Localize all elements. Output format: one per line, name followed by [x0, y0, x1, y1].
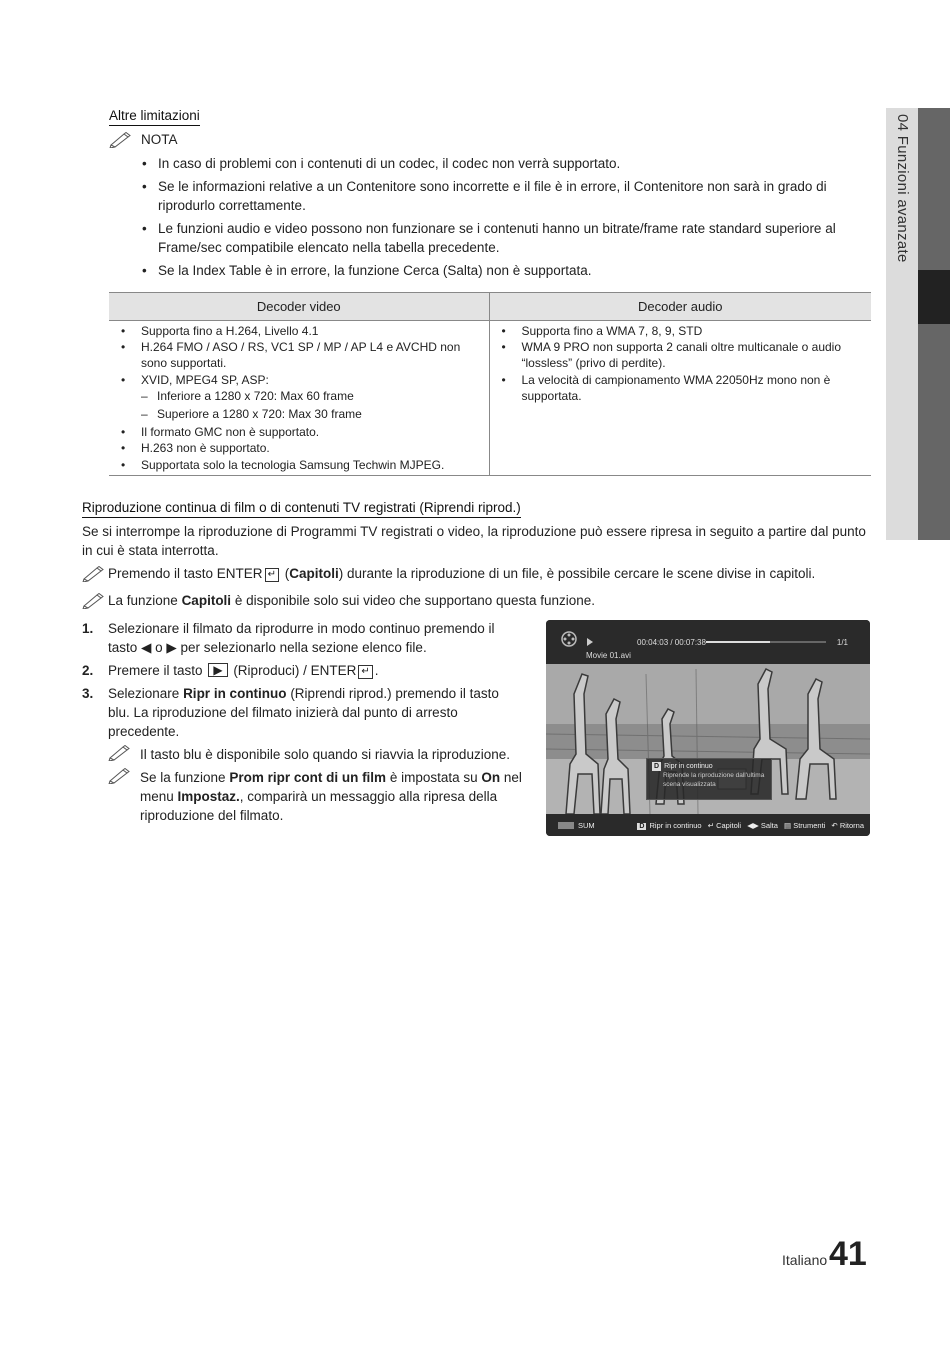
- note-text-bold: Capitoli: [289, 566, 339, 581]
- left-right-icon: ◀▶: [747, 820, 759, 830]
- note-text-part: è disponibile solo sui video che supportano questa funzione.: [231, 593, 596, 608]
- list-item: • La velocità di campionamento WMA 22050Hz mono non è supportata.: [500, 372, 866, 404]
- tv-bottom-bar: [546, 814, 870, 836]
- codec-table: [109, 292, 871, 476]
- step-number: 3.: [82, 686, 94, 701]
- note-row: [82, 566, 815, 582]
- note-text-part: Premendo il tasto ENTER: [108, 566, 263, 581]
- steps-list: [82, 619, 522, 829]
- tv-top-bar: [546, 620, 870, 664]
- enter-key-icon: ↵: [265, 568, 279, 582]
- sub-note-part: è impostata su: [386, 770, 482, 785]
- note-text: [108, 593, 595, 608]
- video-decoder-cell: [109, 321, 489, 476]
- step-text-part: (Riprendi riprod.) premendo il tasto blu. La riproduzione del filmato inizierà dal punto di arresto precedente.: [108, 686, 499, 739]
- step-text-bold: Ripr in continuo: [183, 686, 287, 701]
- page-indicator: 1/1: [836, 638, 848, 647]
- step-text: [108, 663, 379, 678]
- list-item: • XVID, MPEG4 SP, ASP:: [119, 372, 483, 388]
- progress-bar: [706, 641, 826, 643]
- chapter-side-tab: [886, 108, 918, 540]
- film-reel-icon: [560, 630, 578, 648]
- sub-note-text: [140, 768, 522, 825]
- return-icon: ↶: [831, 820, 838, 830]
- popup-title: Ripr in continuo: [664, 763, 713, 770]
- list-item: • Se le informazioni relative a un Contenitore sono incorrette e il file è in errore, il Contenitore non sarà in grado di riprodurlo correttamente.: [140, 177, 875, 215]
- help-tools: Strumenti: [793, 820, 826, 830]
- step-number: 2.: [82, 663, 94, 678]
- column-header-audio: Decoder audio: [489, 293, 871, 321]
- sub-note-bold: Impostaz.: [177, 789, 240, 804]
- note-text-part: ) durante la riproduzione di un file, è possibile cercare le scene divise in capitoli.: [338, 566, 816, 581]
- limits-list: [140, 154, 875, 284]
- enter-icon: ↵: [707, 820, 714, 830]
- list-item: • WMA 9 PRO non supporta 2 canali oltre multicanale o audio “lossless” (privo di perdite).: [500, 339, 866, 371]
- section-heading-resume: Riproduzione continua di film o di contenuti TV registrati (Riprendi riprod.): [82, 500, 521, 518]
- note-row: [82, 593, 595, 609]
- step-text-part: Premere il tasto: [108, 663, 203, 678]
- list-item: • Supporta fino a WMA 7, 8, 9, STD: [500, 323, 866, 339]
- list-subitem: – Inferiore a 1280 x 720: Max 60 frame: [119, 388, 483, 404]
- file-name: Movie 01.avi: [586, 651, 631, 660]
- resume-intro: Se si interrompe la riproduzione di Programmi TV registrati o video, la riproduzione può essere ripresa in seguito a partire dal punto in cui è stata interrotta.: [82, 524, 866, 558]
- play-icon: [586, 638, 594, 646]
- chapter-title: 04 Funzioni avanzate: [894, 114, 911, 263]
- play-key-icon: ▶: [208, 663, 227, 677]
- sub-note-bold: On: [481, 770, 501, 785]
- sum-label: SUM: [578, 820, 595, 830]
- help-return: Ritorna: [839, 820, 864, 830]
- note-text-part: (: [280, 566, 290, 581]
- sub-note-bold: Prom ripr cont di un film: [229, 770, 387, 785]
- note-pencil-icon: [108, 768, 130, 784]
- step-item: [82, 661, 522, 680]
- sub-note-part: Se la funzione: [140, 770, 230, 785]
- d-key-icon: D: [654, 763, 660, 770]
- sub-note-part: , comparirà un messaggio alla ripresa della riproduzione del filmato.: [140, 789, 498, 823]
- note-pencil-icon: [82, 566, 104, 582]
- help-resume: Ripr in continuo: [649, 820, 702, 830]
- popup-text: Riprende la riproduzione dall'ultima scena visualizzata: [663, 772, 765, 788]
- step-text-part: .: [374, 663, 379, 678]
- note-label: NOTA: [141, 132, 178, 147]
- resume-popup: [646, 758, 772, 800]
- list-subitem: – Superiore a 1280 x 720: Max 30 frame: [119, 406, 483, 422]
- list-item: • H.263 non è supportato.: [119, 440, 483, 456]
- list-item: • Il formato GMC non è supportato.: [119, 424, 483, 440]
- sub-note: [108, 745, 522, 764]
- tools-icon: ▤: [784, 820, 792, 830]
- d-key-icon: D: [639, 822, 645, 830]
- list-item: • H.264 FMO / ASO / RS, VC1 SP / MP / AP L4 e AVCHD non sono supportati.: [119, 339, 483, 371]
- step-item: [82, 619, 522, 657]
- column-header-video: Decoder video: [109, 293, 489, 321]
- note-pencil-icon: [108, 745, 130, 761]
- help-chapters: Capitoli: [716, 820, 742, 830]
- step-text: [108, 686, 499, 739]
- section-heading-other-limits: Altre limitazioni: [109, 108, 200, 126]
- footer-language: Italiano: [782, 1252, 828, 1268]
- current-chapter-marker: [918, 270, 950, 324]
- list-item: • Supporta fino a H.264, Livello 4.1: [119, 323, 483, 339]
- sub-note: [108, 768, 522, 825]
- bottom-help: [637, 821, 870, 830]
- note-text: [108, 566, 815, 582]
- list-item: • Le funzioni audio e video possono non funzionare se i contenuti hanno un bitrate/frame rate standard superiore al Frame/sec compatibile elencato nella tabella precedente.: [140, 219, 875, 257]
- sub-note-text: Il tasto blu è disponibile solo quando si riavvia la riproduzione.: [140, 747, 510, 762]
- sub-note-part: nel menu: [140, 770, 522, 804]
- step-text: Selezionare il filmato da riprodurre in modo continuo premendo il tasto ◀ o ▶ per selezionarlo nella sezione elenco file.: [108, 621, 495, 655]
- playback-time: 00:04:03 / 00:07:38: [637, 638, 706, 647]
- help-skip: Salta: [760, 820, 778, 830]
- step-text-part: (Riproduci) / ENTER: [233, 663, 357, 678]
- note-text-bold: Capitoli: [181, 593, 232, 608]
- note-pencil-icon: [109, 132, 131, 148]
- list-item: • In caso di problemi con i contenuti di un codec, il codec non verrà supportato.: [140, 154, 875, 173]
- list-item: • Supportata solo la tecnologia Samsung Techwin MJPEG.: [119, 457, 483, 473]
- note-row: [109, 132, 178, 148]
- progress-fill: [706, 641, 770, 643]
- step-item: [82, 684, 522, 825]
- enter-key-icon: ↵: [358, 665, 372, 679]
- note-text-part: La funzione: [108, 593, 182, 608]
- note-pencil-icon: [82, 593, 104, 609]
- tv-screenshot: [546, 620, 870, 836]
- list-item: • Se la Index Table è in errore, la funzione Cerca (Salta) non è supportata.: [140, 261, 875, 280]
- audio-decoder-cell: [489, 321, 871, 476]
- chapter-index-strip: [918, 108, 950, 540]
- sum-badge-icon: [558, 822, 574, 829]
- step-text-part: Selezionare: [108, 686, 184, 701]
- page-number: 41: [829, 1235, 867, 1273]
- step-number: 1.: [82, 621, 94, 636]
